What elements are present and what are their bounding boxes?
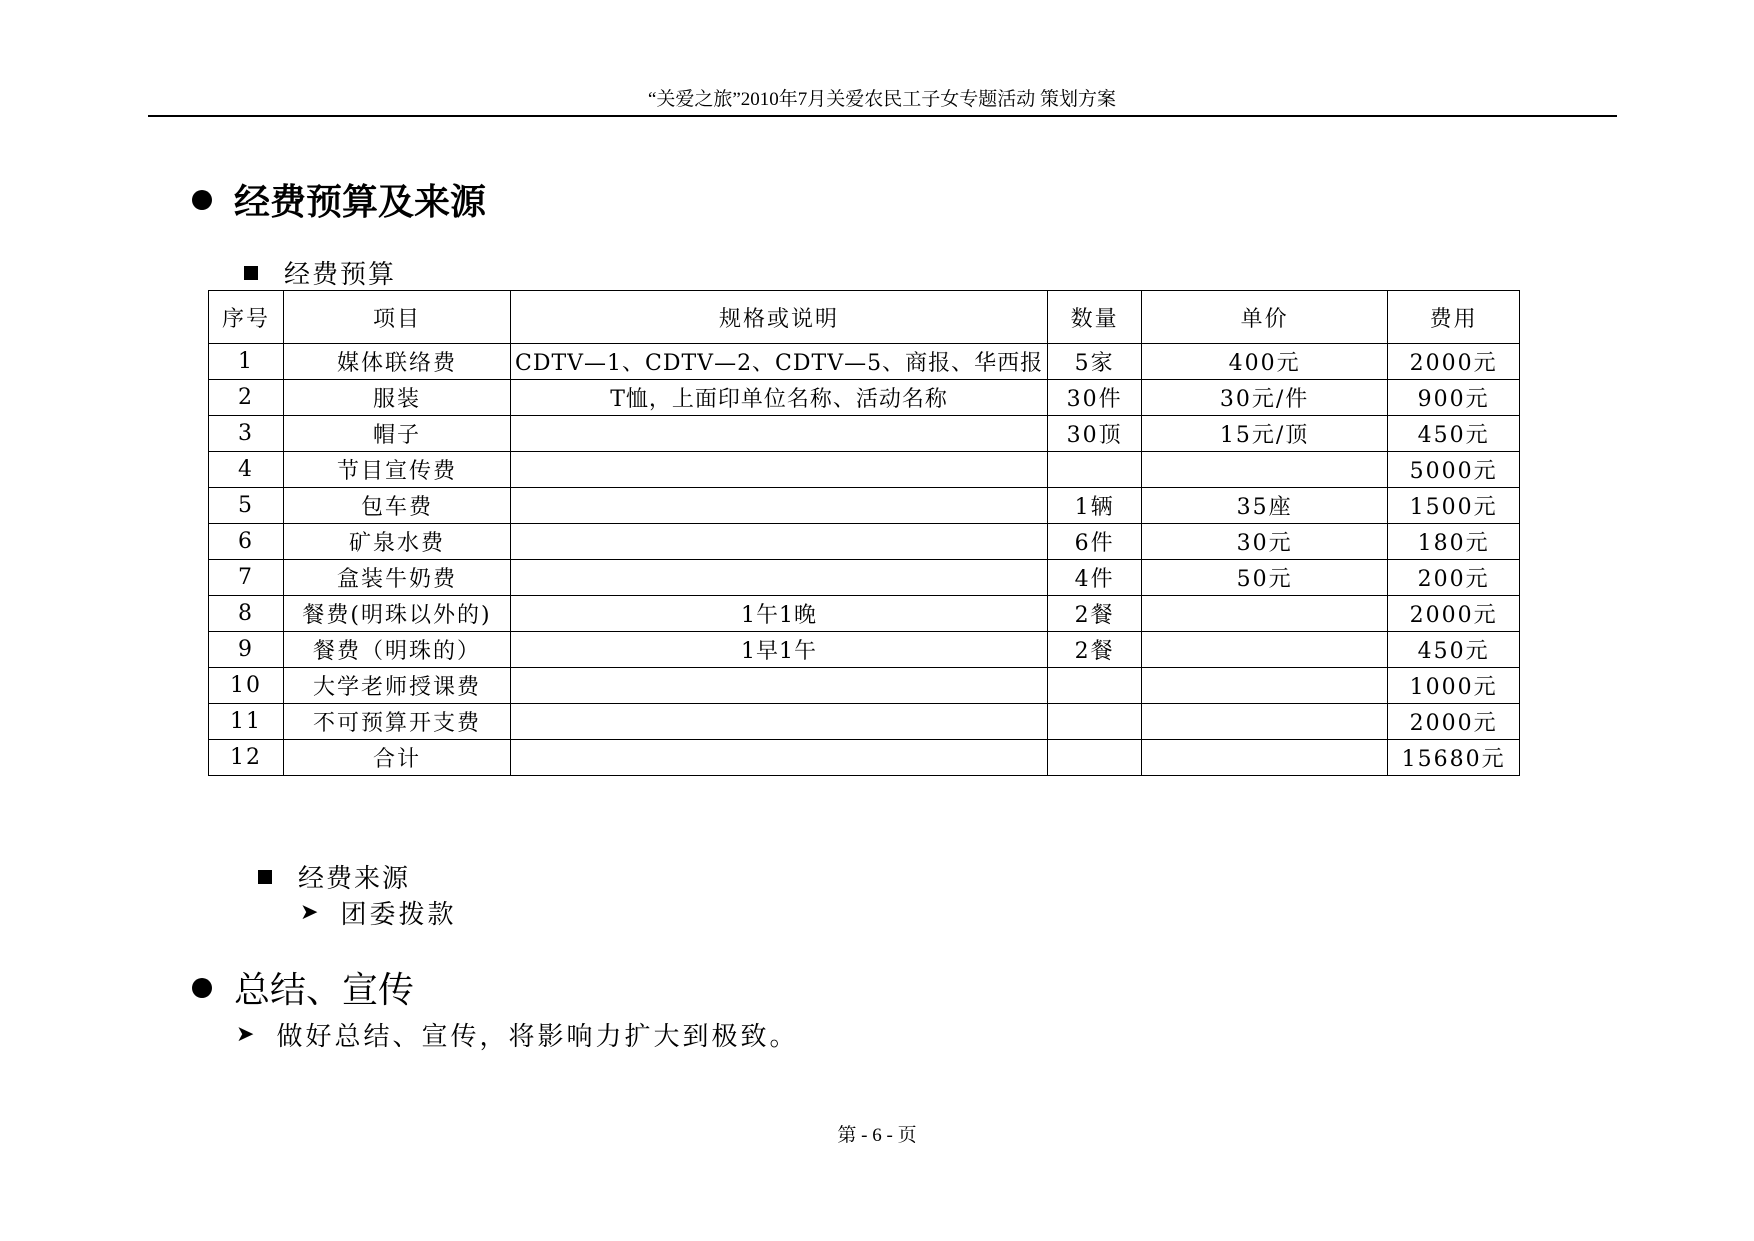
source-item-text: 团委拨款 [340,900,457,930]
table-cell [1142,740,1388,776]
table-cell [511,740,1048,776]
table-cell: 11 [209,704,284,740]
table-cell: 4件 [1048,560,1142,596]
column-header: 数量 [1048,291,1142,344]
table-cell: 盒装牛奶费 [284,560,511,596]
table-cell [511,488,1048,524]
source-item [300,894,456,931]
table-cell [1048,668,1142,704]
table-row [209,668,1520,704]
page-number: 第 - 6 - 页 [837,1125,917,1146]
sub-heading-budget [244,254,396,291]
square-bullet-icon [258,870,272,884]
table-row [209,488,1520,524]
table-row [209,704,1520,740]
table-row [209,452,1520,488]
column-header: 费用 [1388,291,1520,344]
table-cell: CDTV—1、CDTV—2、CDTV—5、商报、华西报 [511,344,1048,380]
table-cell: 15元/顶 [1142,416,1388,452]
table-cell: 6 [209,524,284,560]
table-cell: 媒体联络费 [284,344,511,380]
table-cell: 大学老师授课费 [284,668,511,704]
table-cell: 30元/件 [1142,380,1388,416]
table-cell: 30元 [1142,524,1388,560]
table-cell [511,668,1048,704]
square-bullet-icon [244,266,258,280]
table-cell: 1早1午 [511,632,1048,668]
table-header-row [209,291,1520,344]
section-heading-budget [192,174,486,225]
table-cell: 15680元 [1388,740,1520,776]
table-cell: 服装 [284,380,511,416]
table-cell: 3 [209,416,284,452]
table-row [209,560,1520,596]
table-cell [1048,740,1142,776]
table-cell: 10 [209,668,284,704]
column-header: 序号 [209,291,284,344]
table-cell [511,452,1048,488]
table-cell: 1000元 [1388,668,1520,704]
table-cell: 餐费（明珠的） [284,632,511,668]
bullet-dot-icon [192,190,212,210]
arrow-right-icon: ➤ [236,1022,255,1047]
table-cell: 1午1晚 [511,596,1048,632]
bullet-dot-icon [192,978,212,998]
table-cell [1142,596,1388,632]
column-header: 项目 [284,291,511,344]
table-cell: 900元 [1388,380,1520,416]
table-cell: 2000元 [1388,596,1520,632]
table-cell: T恤，上面印单位名称、活动名称 [511,380,1048,416]
table-cell [511,524,1048,560]
summary-item [236,1016,798,1053]
column-header: 单价 [1142,291,1388,344]
table-cell: 包车费 [284,488,511,524]
table-cell [511,704,1048,740]
section-heading-budget-text: 经费预算及来源 [234,182,487,223]
sub-heading-budget-text: 经费预算 [284,260,397,290]
table-cell: 450元 [1388,632,1520,668]
table-cell: 1辆 [1048,488,1142,524]
table-cell: 7 [209,560,284,596]
page-header: “关爱之旅”2010年7月关爱农民工子女专题活动 策划方案 [647,89,1117,110]
table-cell: 2餐 [1048,596,1142,632]
table-cell: 9 [209,632,284,668]
table-cell: 200元 [1388,560,1520,596]
table-cell: 30顶 [1048,416,1142,452]
table-row [209,380,1520,416]
table-cell: 4 [209,452,284,488]
sub-heading-source-text: 经费来源 [298,864,411,894]
table-cell: 12 [209,740,284,776]
table-cell: 帽子 [284,416,511,452]
section-heading-summary [192,962,414,1013]
column-header: 规格或说明 [511,291,1048,344]
table-row [209,632,1520,668]
table-cell: 5家 [1048,344,1142,380]
table-cell [1142,704,1388,740]
table-cell: 35座 [1142,488,1388,524]
table-cell: 6件 [1048,524,1142,560]
table-cell: 2 [209,380,284,416]
table-cell [1048,452,1142,488]
table-row [209,740,1520,776]
table-cell: 5 [209,488,284,524]
arrow-right-icon: ➤ [300,900,319,925]
table-cell [1142,668,1388,704]
table-cell: 2000元 [1388,704,1520,740]
table-cell: 1500元 [1388,488,1520,524]
summary-item-text: 做好总结、宣传，将影响力扩大到极致。 [276,1022,799,1052]
table-cell [1142,632,1388,668]
table-cell: 450元 [1388,416,1520,452]
table-body [209,344,1520,776]
table-cell: 餐费(明珠以外的) [284,596,511,632]
table-cell: 2000元 [1388,344,1520,380]
table-cell: 1 [209,344,284,380]
table-cell: 400元 [1142,344,1388,380]
budget-table [208,290,1520,776]
table-cell: 2餐 [1048,632,1142,668]
table-cell: 30件 [1048,380,1142,416]
table-cell: 180元 [1388,524,1520,560]
table-cell [511,560,1048,596]
sub-heading-source [258,858,410,895]
table-cell [511,416,1048,452]
table-cell: 5000元 [1388,452,1520,488]
section-heading-summary-text: 总结、宣传 [234,970,415,1011]
table-row [209,596,1520,632]
table-row [209,524,1520,560]
table-cell [1048,704,1142,740]
table-cell: 8 [209,596,284,632]
table-cell: 矿泉水费 [284,524,511,560]
table-cell: 不可预算开支费 [284,704,511,740]
table-cell [1142,452,1388,488]
header-rule [148,115,1617,117]
table-cell: 50元 [1142,560,1388,596]
table-cell: 节目宣传费 [284,452,511,488]
table-row [209,344,1520,380]
table-row [209,416,1520,452]
table-cell: 合计 [284,740,511,776]
